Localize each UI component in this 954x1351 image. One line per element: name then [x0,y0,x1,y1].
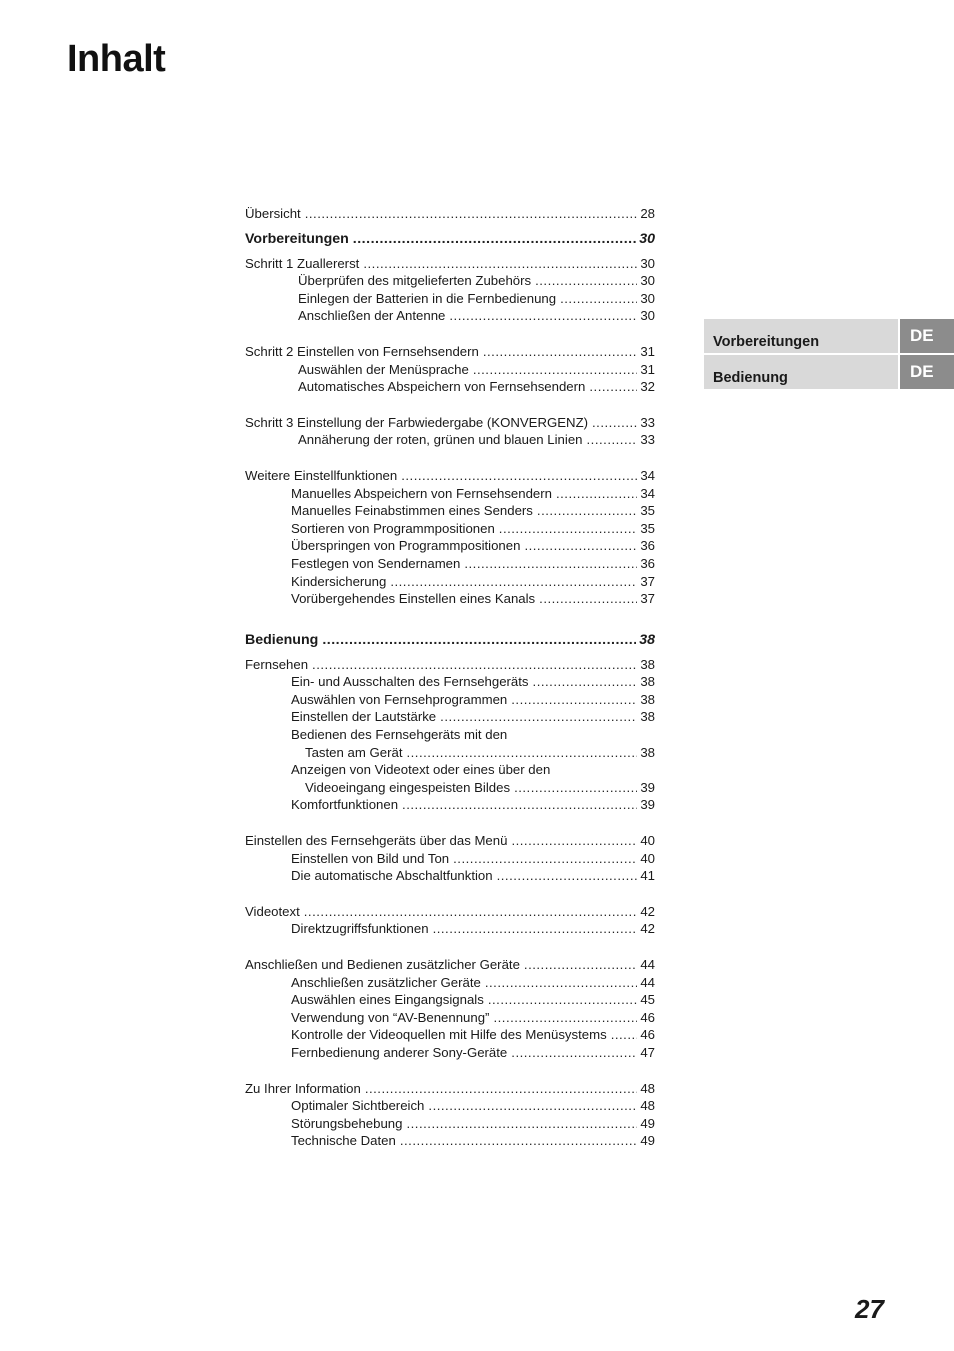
leader-dots [305,205,638,223]
toc-entry[interactable] [245,414,655,432]
toc-entry[interactable] [245,431,655,449]
toc-entry-page: 38 [640,656,655,672]
toc-entry-label: Automatisches Abspeichern von Fernsehsendern [298,379,586,395]
toc-entry-page: 33 [640,432,655,448]
toc-entry[interactable] [245,691,655,709]
leader-dots [322,630,636,650]
toc-entry[interactable] [245,537,655,555]
toc-entry-page: 45 [640,992,655,1008]
table-of-contents [245,205,655,1150]
toc-entry[interactable] [245,290,655,308]
toc-entry[interactable] [245,744,655,762]
leader-dots [537,502,637,520]
toc-entry-page: 35 [640,503,655,519]
leader-dots [433,920,638,938]
toc-entry-label: Kontrolle der Videoquellen mit Hilfe des Menüsystems [291,1027,607,1043]
leader-dots [556,485,637,503]
language-badge: DE [900,355,954,389]
toc-entry[interactable] [245,502,655,520]
toc-entry-page: 49 [640,1115,655,1131]
toc-entry-page: 30 [640,290,655,306]
toc-entry-label: Tasten am Gerät [305,744,403,760]
toc-entry-label: Kindersicherung [291,573,387,589]
toc-entry-label: Einstellen der Lautstärke [291,709,437,725]
toc-entry-label: Die automatische Abschaltfunktion [291,868,493,884]
leader-dots [499,520,638,538]
leader-dots [511,1044,637,1062]
toc-entry-label: Vorbereitungen [245,230,349,247]
toc-entry-page: 40 [640,833,655,849]
toc-entry[interactable] [245,307,655,325]
toc-entry-label: Sortieren von Programmpositionen [291,520,495,536]
leader-dots [304,903,638,921]
leader-dots [524,956,637,974]
toc-entry[interactable] [245,1115,655,1133]
toc-entry[interactable] [245,974,655,992]
toc-entry-page: 38 [639,631,655,648]
toc-entry[interactable] [245,708,655,726]
toc-entry[interactable] [245,590,655,608]
leader-dots [440,708,637,726]
toc-entry-label: Schritt 3 Einstellung der Farbwiedergabe (KONVERGENZ) [245,414,589,430]
tab-label: Vorbereitungen [704,319,898,353]
toc-entry[interactable] [245,1132,655,1150]
toc-entry-label: Einstellen des Fernsehgeräts über das Menü [245,833,508,849]
toc-entry[interactable] [245,555,655,573]
toc-entry[interactable] [245,255,655,273]
toc-entry-page: 31 [640,361,655,377]
toc-entry[interactable] [245,361,655,379]
toc-entry[interactable] [245,832,655,850]
toc-entry[interactable] [245,850,655,868]
toc-section-heading[interactable] [245,630,655,650]
toc-entry-page: 30 [640,273,655,289]
toc-entry-label: Auswählen eines Eingangsignals [291,992,484,1008]
toc-entry-first-line: Bedienen des Fernsehgeräts mit den [291,727,508,743]
leader-dots [493,1009,637,1027]
toc-entry-page: 48 [640,1080,655,1096]
toc-entry-label: Anschließen zusätzlicher Geräte [291,974,481,990]
toc-entry-page: 42 [640,921,655,937]
toc-entry-label: Übersicht [245,206,301,221]
toc-entry-label: Annäherung der roten, grünen und blauen Linien [298,432,583,448]
leader-dots [400,1132,637,1150]
toc-entry[interactable] [245,656,655,674]
toc-entry-page: 46 [640,1027,655,1043]
leader-dots [611,1026,638,1044]
toc-entry[interactable] [245,1044,655,1062]
toc-entry-page: 49 [640,1133,655,1149]
leader-dots [453,850,637,868]
toc-entry[interactable] [245,779,655,797]
toc-entry-label: Schritt 2 Einstellen von Fernsehsendern [245,343,479,359]
toc-entry-label: Videoeingang eingespeisten Bildes [305,779,511,795]
leader-dots [511,832,637,850]
toc-entry-page: 44 [640,957,655,972]
toc-entry-label: Zu Ihrer Information [245,1080,361,1096]
toc-entry-page: 38 [640,709,655,725]
toc-entry-page: 36 [640,538,655,554]
toc-entry-page: 47 [640,1044,655,1060]
toc-entry-label: Manuelles Abspeichern von Fernsehsendern [291,485,552,501]
toc-entry-page: 39 [640,797,655,813]
toc-entry-page: 34 [640,467,655,483]
toc-entry-page: 30 [639,230,655,247]
leader-dots [592,414,637,432]
toc-entry-label: Weitere Einstellfunktionen [245,467,398,483]
toc-entry-label: Direktzugriffsfunktionen [291,921,429,937]
toc-entry[interactable] [245,920,655,938]
toc-entry[interactable] [245,1080,655,1098]
leader-dots [390,573,637,591]
toc-entry-page: 28 [640,206,655,221]
toc-entry-page: 36 [640,555,655,571]
toc-entry-page: 39 [640,779,655,795]
toc-entry[interactable] [245,272,655,290]
leader-dots [401,467,637,485]
toc-entry[interactable] [245,205,655,223]
leader-dots [539,590,637,608]
toc-entry-page: 46 [640,1009,655,1025]
leader-dots [464,555,637,573]
toc-entry[interactable] [245,867,655,885]
toc-entry-page: 40 [640,850,655,866]
leader-dots [365,1080,638,1098]
toc-entry[interactable] [245,903,655,921]
leader-dots [497,867,638,885]
toc-entry-label: Schritt 1 Zuallererst [245,255,360,271]
page-number: 27 [855,1294,884,1324]
leader-dots [488,991,638,1009]
tab-bedienung[interactable] [704,355,954,389]
toc-entry-label: Verwendung von “AV-Benennung” [291,1009,490,1025]
toc-entry-page: 37 [640,591,655,607]
leader-dots [533,673,638,691]
toc-entry[interactable] [245,796,655,814]
leader-dots [449,307,637,325]
leader-dots [485,974,637,992]
leader-dots [402,796,637,814]
section-tabs [704,319,954,391]
toc-entry-label: Fernbedienung anderer Sony-Geräte [291,1044,508,1060]
toc-entry-label: Technische Daten [291,1133,396,1149]
toc-entry-first-line: Anzeigen von Videotext oder eines über den [291,762,551,778]
toc-entry[interactable] [245,956,655,974]
toc-entry-label: Bedienung [245,631,319,648]
leader-dots [363,255,637,273]
toc-entry[interactable] [245,673,655,691]
leader-dots [511,691,637,709]
toc-entry-label: Ein- und Ausschalten des Fernsehgeräts [291,674,529,690]
toc-entry-label: Manuelles Feinabstimmen eines Senders [291,503,533,519]
leader-dots [353,229,636,249]
leader-dots [483,343,637,361]
leader-dots [589,378,637,396]
leader-dots [587,431,638,449]
language-badge: DE [900,319,954,353]
toc-entry[interactable] [245,573,655,591]
tab-label: Bedienung [704,355,898,389]
toc-entry-page: 38 [640,674,655,690]
toc-entry-page: 44 [640,974,655,990]
leader-dots [406,744,637,762]
toc-entry-label: Optimaler Sichtbereich [291,1098,425,1114]
toc-entry-label: Überprüfen des mitgelieferten Zubehörs [298,273,532,289]
toc-entry[interactable] [245,467,655,485]
toc-entry-page: 30 [640,255,655,271]
toc-entry-label: Störungsbehebung [291,1115,403,1131]
leader-dots [312,656,637,674]
tab-vorbereitungen[interactable] [704,319,954,353]
toc-entry-label: Auswählen von Fernsehprogrammen [291,691,508,707]
toc-entry-label: Überspringen von Programmpositionen [291,538,521,554]
toc-entry[interactable] [245,1009,655,1027]
toc-entry[interactable] [245,1026,655,1044]
toc-entry[interactable] [245,1097,655,1115]
leader-dots [406,1115,637,1133]
toc-entry-page: 31 [640,343,655,359]
toc-entry-page: 34 [640,485,655,501]
toc-entry-page: 35 [640,520,655,536]
toc-entry-page: 38 [640,691,655,707]
toc-entry-label: Vorübergehendes Einstellen eines Kanals [291,591,536,607]
toc-entry-page: 37 [640,573,655,589]
toc-entry[interactable] [245,485,655,503]
toc-entry-label: Anschließen und Bedienen zusätzlicher Geräte [245,957,520,972]
toc-entry-label: Einstellen von Bild und Ton [291,850,450,866]
toc-entry-page: 38 [640,744,655,760]
page-title: Inhalt [67,38,166,80]
toc-entry[interactable] [245,991,655,1009]
toc-entry-page: 32 [640,379,655,395]
leader-dots [535,272,637,290]
toc-section-heading[interactable] [245,229,655,249]
toc-entry[interactable] [245,343,655,361]
toc-entry-page: 41 [640,868,655,884]
leader-dots [524,537,637,555]
toc-entry-page: 42 [640,903,655,919]
leader-dots [560,290,637,308]
leader-dots [473,361,638,379]
leader-dots [514,779,637,797]
toc-entry-label: Fernsehen [245,656,309,672]
toc-entry-label: Festlegen von Sendernamen [291,555,461,571]
toc-entry-page: 48 [640,1098,655,1114]
toc-entry-page: 30 [640,308,655,324]
toc-entry-page: 33 [640,414,655,430]
toc-entry-label: Komfortfunktionen [291,797,399,813]
toc-entry-label: Auswählen der Menüsprache [298,361,469,377]
toc-entry-label: Anschließen der Antenne [298,308,446,324]
toc-entry[interactable] [245,520,655,538]
leader-dots [428,1097,637,1115]
toc-entry-label: Einlegen der Batterien in die Fernbedienung [298,290,557,306]
toc-entry[interactable] [245,378,655,396]
toc-entry-label: Videotext [245,903,300,919]
